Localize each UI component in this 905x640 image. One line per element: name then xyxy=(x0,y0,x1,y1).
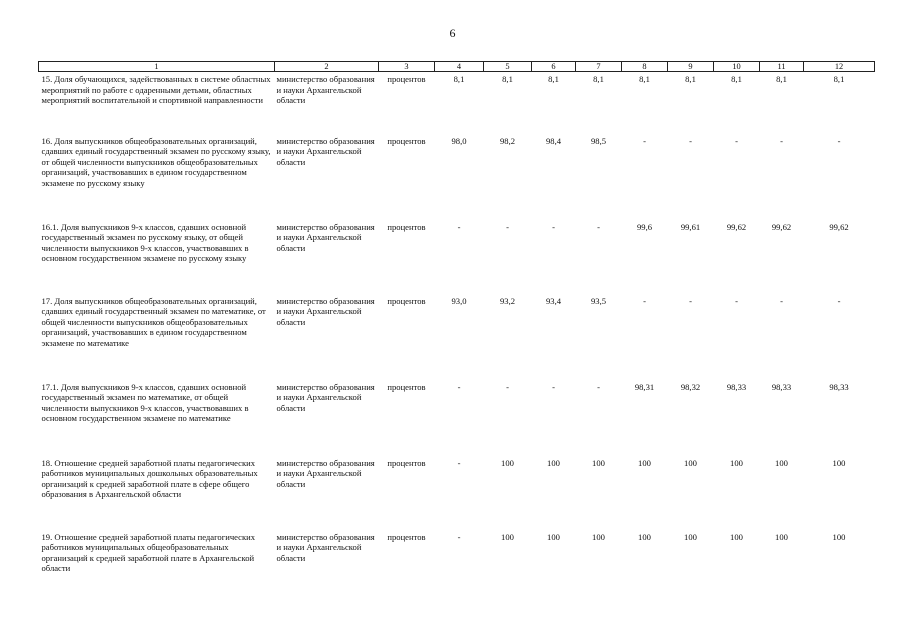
indicator-value: 98,0 xyxy=(451,135,467,146)
indicator-value: - xyxy=(837,295,841,306)
indicator-value: 8,1 xyxy=(453,74,465,84)
column-header-7: 7 xyxy=(576,62,622,72)
indicator-value: 8,1 xyxy=(639,74,650,84)
column-header-3: 3 xyxy=(379,62,435,72)
indicator-value: - xyxy=(552,381,555,392)
indicator-value: - xyxy=(780,135,783,146)
responsible-org: министерство образования и науки Архангельской области xyxy=(276,381,375,413)
indicator-value: 100 xyxy=(547,531,560,542)
column-number-header xyxy=(39,62,875,72)
indicator-value: - xyxy=(457,221,461,232)
unit-of-measure: процентов xyxy=(387,295,426,306)
indicator-value: - xyxy=(735,135,738,146)
column-header-4: 4 xyxy=(435,62,484,72)
indicator-value: 100 xyxy=(730,531,743,542)
unit-of-measure: процентов xyxy=(387,74,426,84)
responsible-org: министерство образования и науки Архангельской области xyxy=(276,531,375,563)
indicator-value: 93,5 xyxy=(590,295,607,306)
column-header-12: 12 xyxy=(804,62,875,72)
indicator-value: 98,32 xyxy=(680,381,701,392)
indicator-value: - xyxy=(689,295,692,306)
indicator-value: 100 xyxy=(592,531,605,542)
indicator-value: - xyxy=(643,135,646,146)
responsible-org: министерство образования и науки Архангельской области xyxy=(276,221,375,253)
table-row xyxy=(39,456,875,530)
column-header-11: 11 xyxy=(760,62,804,72)
indicator-value: 8,1 xyxy=(776,74,787,84)
page-number: 6 xyxy=(449,26,456,40)
table-row xyxy=(39,294,875,380)
indicator-value: - xyxy=(457,531,461,542)
column-header-10: 10 xyxy=(714,62,760,72)
indicator-value: 100 xyxy=(592,457,605,468)
indicator-value: 99,62 xyxy=(771,221,792,232)
indicator-value: 8,1 xyxy=(833,74,845,84)
indicator-name: 17. Доля выпускников общеобразовательных организаций, сдавших единый государственный экзамен по математике, от общей численности выпускников общеобразовательных организаций, участвовавших в едином государственном экзамене по математике xyxy=(41,295,266,348)
indicator-value: 8,1 xyxy=(731,74,742,84)
indicator-value: 100 xyxy=(684,457,697,468)
indicator-name: 17.1. Доля выпускников 9-х классов, сдавших основной государственный экзамен по математике, от общей численности выпускников 9-х классов, участвовавших в основном государственном экзамене по математике xyxy=(41,381,249,424)
indicator-value: - xyxy=(552,221,555,232)
indicator-value: 8,1 xyxy=(593,74,604,84)
column-header-2: 2 xyxy=(275,62,379,72)
column-header-6: 6 xyxy=(532,62,576,72)
indicator-value: 99,62 xyxy=(726,221,747,232)
indicator-value: - xyxy=(506,221,509,232)
indicator-name: 16.1. Доля выпускников 9-х классов, сдавших основной государственный экзамен по русскому языку, от общей численности выпускников 9-х классов, участвовавших в основном государственном экзамене по русскому языку xyxy=(41,221,249,264)
table-row xyxy=(39,134,875,220)
indicator-value: 93,0 xyxy=(451,295,467,306)
column-header-8: 8 xyxy=(622,62,668,72)
indicator-value: - xyxy=(780,295,783,306)
indicator-value: 99,6 xyxy=(636,221,653,232)
indicator-value: 99,62 xyxy=(829,221,849,232)
indicator-value: 93,4 xyxy=(545,295,562,306)
column-header-1: 1 xyxy=(39,62,275,72)
table-row xyxy=(39,530,875,590)
responsible-org: министерство образования и науки Архангельской области xyxy=(276,295,375,327)
indicator-value: - xyxy=(506,381,509,392)
indicator-value: 93,2 xyxy=(499,295,516,306)
unit-of-measure: процентов xyxy=(387,135,426,146)
indicator-value: 98,33 xyxy=(771,381,792,392)
table-row xyxy=(39,380,875,456)
indicator-value: 100 xyxy=(832,457,846,468)
indicator-value: 100 xyxy=(501,531,514,542)
indicator-value: 100 xyxy=(501,457,514,468)
indicator-value: - xyxy=(643,295,646,306)
indicator-value: 100 xyxy=(684,531,697,542)
indicator-value: - xyxy=(689,135,692,146)
indicator-value: - xyxy=(735,295,738,306)
indicator-name: 16. Доля выпускников общеобразовательных организаций, сдавших единый государственный экзамен по русскому языку, от общей численности выпускников общеобразовательных организаций, участвовавших в едином государственном экзамене по русскому языку xyxy=(41,135,271,188)
column-header-5: 5 xyxy=(484,62,532,72)
responsible-org: министерство образования и науки Архангельской области xyxy=(276,457,375,489)
responsible-org: министерство образования и науки Архангельской области xyxy=(276,74,375,106)
table-row xyxy=(39,72,875,134)
unit-of-measure: процентов xyxy=(387,457,426,468)
indicator-value: 8,1 xyxy=(502,74,513,84)
indicator-value: 100 xyxy=(775,457,788,468)
responsible-org: министерство образования и науки Архангельской области xyxy=(276,135,375,167)
indicator-value: 98,33 xyxy=(829,381,849,392)
indicator-value: - xyxy=(457,381,461,392)
column-header-9: 9 xyxy=(668,62,714,72)
unit-of-measure: процентов xyxy=(387,221,426,232)
indicator-value: 100 xyxy=(638,457,651,468)
indicator-value: 99,61 xyxy=(680,221,701,232)
indicator-value: 98,2 xyxy=(499,135,516,146)
indicator-value: 100 xyxy=(547,457,560,468)
indicator-value: 98,33 xyxy=(726,381,747,392)
indicator-name: 19. Отношение средней заработной платы педагогических работников муниципальных общеобразовательных организаций к средней заработной плате в Архангельской области xyxy=(41,531,256,574)
indicator-value: 98,5 xyxy=(590,135,607,146)
indicator-value: - xyxy=(597,221,600,232)
indicator-value: 100 xyxy=(775,531,788,542)
indicator-name: 18. Отношение средней заработной платы педагогических работников муниципальных дошкольных образовательных организаций к средней заработной плате в сфере общего образования в Архангельской области xyxy=(41,457,258,500)
indicator-value: - xyxy=(597,381,600,392)
indicator-value: 98,4 xyxy=(545,135,562,146)
table-row xyxy=(39,220,875,294)
indicator-name: 15. Доля обучающихся, задействованных в системе областных мероприятий по работе с одаренными детьми, областных мероприятий воспитательной и спортивной направленности xyxy=(41,74,271,106)
indicator-value: 100 xyxy=(730,457,743,468)
indicator-value: - xyxy=(837,135,841,146)
indicator-value: - xyxy=(457,457,461,468)
indicator-value: 8,1 xyxy=(685,74,696,84)
indicator-value: 98,31 xyxy=(634,381,655,392)
indicator-value: 100 xyxy=(638,531,651,542)
unit-of-measure: процентов xyxy=(387,531,426,542)
indicator-value: 100 xyxy=(832,531,846,542)
indicators-table xyxy=(38,61,875,590)
unit-of-measure: процентов xyxy=(387,381,426,392)
indicator-value: 8,1 xyxy=(548,74,559,84)
